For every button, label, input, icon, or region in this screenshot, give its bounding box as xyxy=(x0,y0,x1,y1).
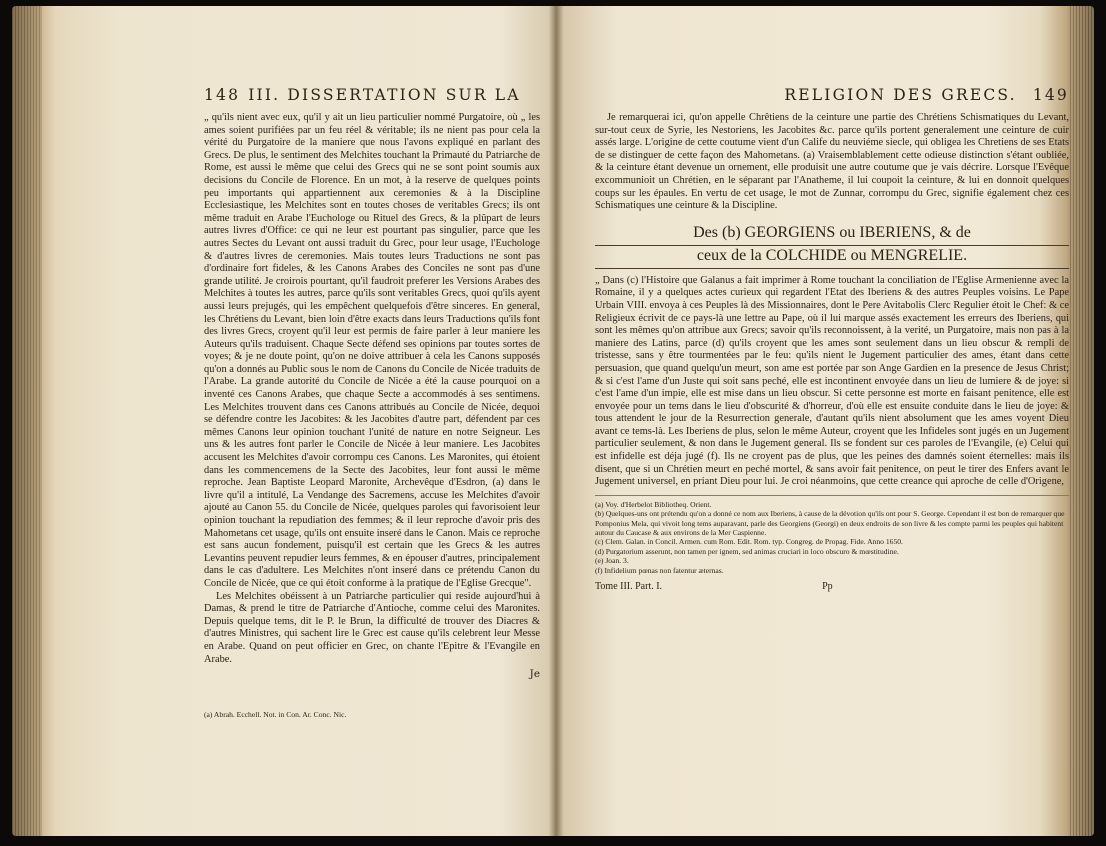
right-page-number: 149 xyxy=(1032,86,1069,104)
footnote-a: (a) Voy. d'Herbelot Bibliotheq. Orient. xyxy=(595,499,712,509)
right-paragraph-main: „ Dans (c) l'Histoire que Galanus a fait imprimer à Rome touchant la conciliation de l'Eglise Armenienne avec la Romaine, il y a quelques actes curieux qui regardent l'Etat des Iberiens & des autres Peuples voisins. Le Pape Urbain VIII. envoya à ces Peuples là des Missionnaires, dont le Pere Avitabolis Clerc Regulier étoit le Chef: & ce Religieux écrivit de ce pays-là une lettre au Pape, où il lui marque assés exactement les erreurs des Iberiens, qui sont les mêmes qu'on attribue aux Grecs; savoir qu'ils reconnoissent, à la verité, un Purgatoire, mais non pas à la maniere des Latins, parce (d) qu'ils croyent que les ames sont seulement dans un lieu obscur & rempli de tristesse, sans y être tourmentées par le feu: qu'ils nient le Jugement particulier des ames, étant dans cette persuasion, que quand quelqu'un meurt, son ame est portée par son Ange Gardien en la presence de Jesus Christ; & si c'est l'ame d'un Juste qui soit sans peché, elle est incontinent envoyée dans un lieu de lumiere & de joye: si c'est l'ame d'un impie, elle est mise dans un lieu obscur. Si cette personne est morte en faisant penitence, elle est envoyée pour un tems dans le lieu d'obscurité & d'horreur, d'où elle est ensuite conduite dans le lieu de joye: & tous attendent le jour de la Resurrection generale, d'autant qu'ils nient absolument que les ames voyent Dieu avant ce tems-là. Les Iberiens de plus, selon le même Auteur, croyent que les Infideles sont jugés en un Jugement particulier seulement, & non dans le Jugement general. Ils se fondent sur ces paroles de l'Evangile, (e) Celui qui est infidelle est déja jugé (f). Ils ne croyent pas de plus, que les peines des damnés soient éternelles: mais ils disent, que si un Chrétien meurt en peché mortel, & sans avoir fait penitence, on peut le tirer des Enfers avant le Jugement universel, en priant Dieu pour lui. Je croi néanmoins, que cette creance qui aproche de celle d'Origene, xyxy=(595,274,1069,488)
right-running-head xyxy=(595,82,1069,108)
right-paragraph-intro: Je remarquerai ici, qu'on appelle Chrêtiens de la ceinture une partie des Chrétiens Schismatiques du Levant, sur-tout ceux de Syrie, les Nestoriens, les Jacobites &c. parce qu'ils portent generalement une ceinture de cuir assés large. L'origine de cette coutume vient d'un Calife du neuviéme siecle, qui obligea les Chretiens de ses Etats de se distinguer de cette façon des Mahometans. (a) Vraisemblablement cette odieuse distinction s'étant oubliée, & la ceinture étant devenue un ornement, elle produisit une autre coutume que je vais décrire. Lorsque l'Evêque excommunioit un Chrétien, en le séparant par l'Anatheme, il lui coupoit la ceinture, & lui en donnoit quelques coups sur les épaules. En vertu de cet usage, le mot de Zunnar, corrompu du Grec, signifie également chez ces Schismatiques une ceinture & la Discipline. xyxy=(595,112,1069,212)
section-title xyxy=(595,223,1069,269)
signature-line xyxy=(595,581,1069,592)
volume-signature: Tome III. Part. I. xyxy=(595,581,663,593)
left-footnote: (a) Abrah. Ecchell. Not. in Con. Ar. Conc. Nic. xyxy=(204,710,347,719)
left-page xyxy=(12,6,557,836)
footnote-e: (e) Joan. 3. xyxy=(595,556,629,566)
section-title-line-2: ceux de la COLCHIDE ou MENGRELIE. xyxy=(595,246,1069,269)
footnote-f: (f) Infidelium pœnas non fatentur æternas. xyxy=(595,565,724,575)
left-paragraph-1: „ qu'ils nient avec eux, qu'il y ait un lieu particulier nommé Purgatoire, où „ les ames soient purifiées par un feu réel & véritable; ils ne nient pas pour cela la vérité du Purgatoire de la maniere que nous l'avons expliqué en parlant des Grecs. De plus, le sentiment des Melchites touchant la Primauté du Patriarche de Rome, est aussi le même que celui des Grecs qui ne se sont point soumis aux decisions du Concile de Florence. En un mot, à la reserve de quelques points peu importants qui appartiennent aux ceremonies & à la Discipline Ecclesiastique, les Melchites sont en toutes choses de veritables Grecs; ils ont même traduit en Arabe l'Euchologe ou Rituel des Grecs, & la plûpart de leurs autres livres d'Office: ce qui ne leur est pourtant pas singulier, parce que les autres Sectes du Levant ont aussi traduit du Grec, pour leur usage, l'Euchologe & d'autres livres de ceremonies. Mais toutes leurs Traductions ne sont pas d'ordinaire fort fideles, & les Canons Arabes des Conciles ne sont pas d'une grande utilité. Je croirois pourtant, qu'il faudroit preferer les Versions Arabes des Melchites à toutes les autres, parce qu'ils sont veritables Grecs, quoi qu'ils ayent aussi leurs prejugés, qui les empêchent quelquefois d'être sinceres. En general, les Chrétiens du Levant, bien loin d'être exacts dans leurs Traductions qu'ils font des livres Grecs, croyent qu'il leur est permis de faire parler à leur maniere les Auteurs qu'ils traduisent. Chaque Secte défend ses opinions par toutes sortes de voyes; & je ne doute point, qu'on ne doive attribuer à cela les Canons supposés qu'on a donnés au Public sous le nom de Canons du Concile de Nicée traduits de l'Arabe. La grande autorité du Concile de Nicée a été la cause pourquoi on a inventé ces Canons Arabes, que chaque Secte a accommodés à ses sentimens. Les Melchites trouvent dans ces Canons attribués au Concile de Nicée, dequoi se défendre contre les Jacobites: & les Jacobites d'autre part, défendent par ces mêmes Canons leur opinion touchant l'unité de nature en notre Seigneur. Les uns & les autres font parler le Concile de Nicée à leur maniere. Les Jacobites accusent les Melchites d'avoir corrompu ces Canons. Les Maronites, qui étoient dans les commencemens de la Secte des Jacobites, leur font aussi le même reproche. Jean Baptiste Leopard Maronite, Archevêque d'Esdron, (a) dans le livre qu'il a intitulé, La Vendange des Sacremens, accuse les Melchites d'avoir ajouté au Canon 55. du Concile de Nicée, quelques paroles qui favorisoient leur opinion touchant la repudiation des femmes; & il leur reproche d'avoir pris des Mahometans cet usage, qu'ils ont ensuite inseré dans le Canon. Mais ce reproche est sans aucun fondement, puisqu'il est certain que les Grecs & les autres Levantins peuvent repudier leurs femmes, & en épouser d'autres, principalement dans le cas d'adultere. Les Melchites n'ont inseré dans ce prétendu Canon du Concile de Nicée, que ce qui étoit conforme à la pratique de l'Eglise Grecque". xyxy=(204,112,540,589)
right-intro xyxy=(595,112,1069,213)
footnote-c: (c) Clem. Galan. in Concil. Armen. cum Rom. Edit. Rom. typ. Congreg. de Propag. Fide. Anno 1650. xyxy=(595,537,903,547)
left-catchword: Je xyxy=(529,668,540,681)
right-running-title: RELIGION DES GRECS. xyxy=(784,86,1017,104)
left-running-head xyxy=(204,82,540,108)
right-text-block xyxy=(595,82,1069,592)
left-text-block xyxy=(204,82,540,680)
right-body xyxy=(595,275,1069,489)
left-body xyxy=(204,112,540,666)
footnote-b: (b) Quelques-uns ont prétendu qu'on a donné ce nom aux Iberiens, à cause de la dévotion qu'ils ont pour S. George. Cependant il est bon de remarquer que Pomponius Mela, qui vivoit long tems auparavant, parle des Georgiens (Georgi) en deux endroits de son livre & les compte parmi les peuples qui habitent autour du Caucase & aux environs de la Mer Caspienne. xyxy=(595,509,1065,538)
open-book xyxy=(12,6,1094,836)
right-page xyxy=(565,6,1094,836)
left-paragraph-2: Les Melchites obéissent à un Patriarche particulier qui reside aujourd'hui à Damas, & prend le titre de Patriarche d'Antioche, comme celui des Maronites. Depuis quelque tems, dit le P. le Brun, la difficulté de trouver des Diacres & d'autres Ministres, qui sachent lire le Grec est cause qu'ils celebrent leur Messe en Arabe. Quand on peut officier en Grec, on chante l'Epitre & l'Evangile en Arabe. xyxy=(204,590,540,665)
left-running-title: III. DISSERTATION SUR LA xyxy=(248,86,521,104)
left-page-number: 148 xyxy=(204,86,241,104)
right-footnotes xyxy=(595,495,1069,575)
section-title-line-1: Des (b) GEORGIENS ou IBERIENS, & de xyxy=(595,223,1069,246)
footnote-d: (d) Purgatorium asserunt, non tamen per ignem, sed animas cruciari in loco obscuro & mœstitudine. xyxy=(595,546,899,556)
signature-mark: Pp xyxy=(822,581,833,593)
